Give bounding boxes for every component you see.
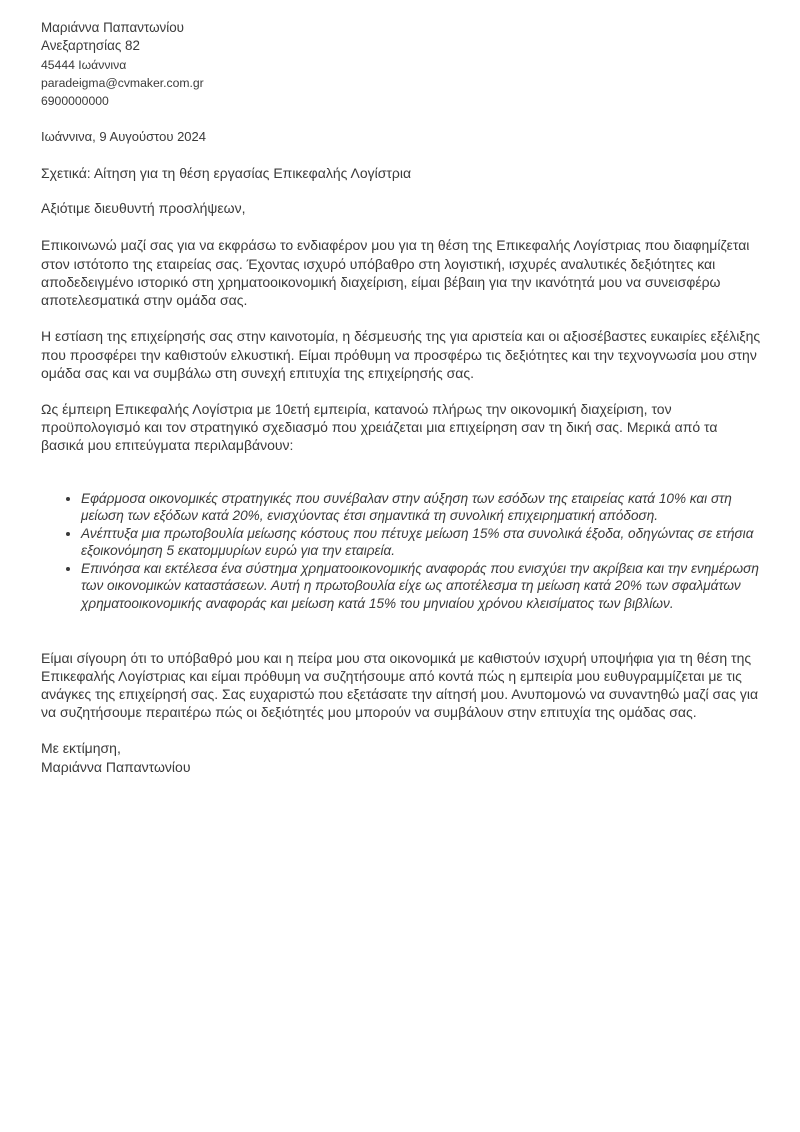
intro-paragraph: Επικοινωνώ μαζί σας για να εκφράσω το ενδιαφέρον μου για τη θέση της Επικεφαλής Λογίστριας που διαφημίζεται στον ιστότοπο της εταιρείας σας. Έχοντας ισχυρό υπόβαθρο στη λογιστική, ισχυρές αναλυτικές δεξιότητες και αποδεδειγμένο ιστορικό στη χρηματοοικονομική διαχείριση, είμαι βέβαιη για την ικανότητά μου να συνεισφέρω αποτελεσματικά στην ομάδα σας.	[41, 237, 750, 309]
salutation: Αξιότιμε διευθυντή προσλήψεων,	[41, 200, 246, 217]
sender-phone: 6900000000	[41, 94, 109, 109]
sender-block	[41, 19, 764, 110]
letter-subject: Σχετικά: Αίτηση για τη θέση εργασίας Επικεφαλής Λογίστρια	[41, 165, 412, 182]
sender-city: 45444 Ιωάννινα	[41, 57, 127, 72]
closing-paragraph: Είμαι σίγουρη ότι το υπόβαθρό μου και η πείρα μου στα οικονομικά με καθιστούν ισχυρή υποψήφια για τη θέση της Επικεφαλής Λογίστριας και είμαι πρόθυμη να συζητήσουμε από κοντά πώς η εμπειρία μου ευθυγραμμίζεται με τις ανάγκες της επιχείρησή σας. Σας ευχαριστώ που εξετάσατε την αίτησή μου. Ανυπομονώ να συναντηθώ μαζί σας για να συζητήσουμε περαιτέρω πώς οι δεξιότητές μου μπορούν να συμβάλουν στην επιτυχία της ομάδας σας.	[41, 649, 759, 721]
signoff-block	[41, 739, 764, 775]
achievement-item: • Ανέπτυξα μια πρωτοβουλία μείωσης κόστους που πέτυχε μείωση 15% στα συνολικά έξοδα, οδηγώντας σε ετήσια εξοικονόμηση 5 εκατομμυρίων ευρώ για την εταιρεία.	[81, 525, 764, 560]
experience-paragraph: Ως έμπειρη Επικεφαλής Λογίστρια με 10ετή εμπειρία, κατανοώ πλήρως την οικονομική διαχείριση, τον προϋπολογισμό και τον στρατηγικό σχεδιασμό που χρειάζεται μια επιχείρηση σαν τη δική σας. Μερικά από τα βασικά μου επιτεύγματα περιλαμβάνουν:	[41, 400, 718, 454]
sender-email: paradeigma@cvmaker.com.gr	[41, 75, 204, 90]
signoff-name: Μαριάννα Παπαντωνίου	[41, 758, 191, 775]
sender-name: Μαριάννα Παπαντωνίου	[41, 20, 184, 35]
achievement-item: • Εφάρμοσα οικονομικές στρατηγικές που συνέβαλαν στην αύξηση των εσόδων της εταιρείας κατά 10% και στη μείωση των εξόδων κατά 20%, ενισχύοντας έτσι σημαντικά τη συνολική επιχειρηματική απόδοση.	[81, 490, 764, 525]
signoff-closing: Με εκτίμηση,	[41, 740, 121, 757]
letter-date: Ιωάννινα, 9 Αυγούστου 2024	[41, 129, 206, 145]
sender-street: Ανεξαρτησίας 82	[41, 38, 140, 54]
achievement-item: • Επινόησα και εκτέλεσα ένα σύστημα χρηματοοικονομικής αναφοράς που ενισχύει την ακρίβεια και την ενημέρωση των οικονομικών καταστάσεων. Αυτή η πρωτοβουλία είχε ως αποτέλεσμα τη μείωση κατά 20% των σφαλμάτων χρηματοοικονομικής αναφοράς και μείωση κατά 15% του μηνιαίου χρόνου κλεισίματος των βιβλίων.	[81, 560, 764, 613]
motivation-paragraph: Η εστίαση της επιχείρησής σας στην καινοτομία, η δέσμευσής της για αριστεία και οι αξιοσέβαστες ευκαιρίες εξέλιξης που προσφέρει την καθιστούν ελκυστική. Είμαι πρόθυμη να προσφέρω τις δεξιότητες και την τεχνογνωσία μου στην ομάδα σας και να συμβάλω στη συνεχή επιτυχία της επιχείρησής σας.	[41, 328, 761, 381]
achievements-list	[41, 490, 764, 613]
